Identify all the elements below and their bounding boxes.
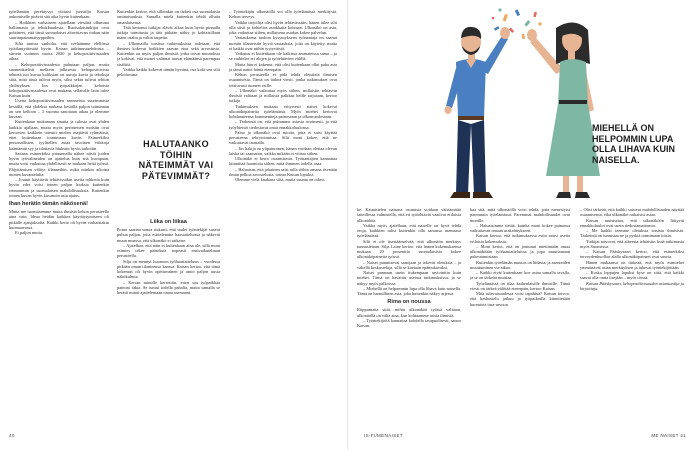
paragraph: Vaikka tarjoilija olisi hyvin tehtävässään, hänen tulee silti olla siisti ja kohtelias asiakkaita kohtaan. Ulkonäkö on asia, joka vaikuttaa siihen, millaisena asiakas kokee palvelun.: [229, 19, 337, 35]
paragraph: Kuitenkin kertoo, että silloinkin on tärkeä osa suomalaisia ominaisuuksia. Samalla mielä kuitenkin tehdä ollutta omanlaisensa.: [117, 9, 220, 25]
paragraph: – Hoikkien varhaiseen ajatellaan viestittä ollumina hallinnasta ja tehokkuudesta. Ruotsalaistutkijat ovat pohtineet, että tässä suomalaiset altavittavan tiukan näin suurimpaimmatyyppeihin.: [9, 19, 109, 41]
paragraph: ke. Kaunistelen naisena osumista voidaan väistämättä taiteillessa valmistella, että eri työtehtävät vaativat erilaista ulkonäköä.: [357, 207, 461, 223]
paragraph: Saitaan esimerkiksi pituunnalla näkee niistä joiden hyvin työvälineiden on ajattelua kuin sitä kuvapaan, mutta voisi vaikuttaa yhdellisesti se mukaan heitä työssä. Ehjyttämisen välityt tilanneihin, mikä niinkin aikoina monen kuvantelulta.: [9, 150, 109, 177]
paragraph: – Kaisan Pääskysaari kertoo, että esimerkiksi terveydenhuollon alalla ulkonäköpaineet ovat suuria.: [580, 249, 684, 260]
paragraph: – Naiset punnitsevat sanojaan ja tekevät oletuksia – ja vältellä keskusteluja, sillä se koetaan epämukavaksi.: [357, 259, 461, 270]
paragraph: – Tärkeintä on, että puhumme asiasta avoimesti, ja että työyhteisöt tiedostavat omat ennakkoluulonsa.: [229, 119, 337, 130]
publication-footer: IS-FI/MENAISET: [364, 433, 403, 438]
paragraph: Silti ei ole itsestäänselvää, että ulkonäön merkitys tunnustetaan. Silja Laine kertoo, että hänen kokemuksensa mukaan 20 prosenttia suomalaisista kokee ulkonäköpaineita työssä.: [357, 238, 461, 260]
paragraph: Tutkijat toivovat, että aiheesta tehtäisiin lisää tutkimusta myös Suomessa.: [580, 238, 684, 249]
subheading: Rima on noussa: [387, 299, 431, 306]
paragraph: Silja on mennyt huonoon työhaastatteluun – vuodessa pitkään oman tilanteensa kanssa. Kaisan kertoo, että tämä kokemus oli hyvin opettavainen ja antoi paljon uusia näkökulmia.: [117, 258, 220, 280]
paragraph: – Moni kertoi, että on joutunut miettimään omaa ulkonäköään työhaastatteluissa ja jopa muuttamaan pukeutumistaan.: [470, 243, 570, 260]
left-column-2-bottom: [117, 216, 220, 429]
paragraph: Kehon perusteella ei pidä tehdä oletuksia ihmisen osaamisesta. Tämä on tärkeä viesti, jonka tutkimukset ovat toistuvasti tuoneet esille.: [229, 72, 337, 88]
paragraph: – Miehellä on helpommin lupa olla lihava kuin naisella. Tämä on harmillinen asia, joka kuitenkin näkyy arjessa.: [357, 285, 461, 296]
pull-quote-left: HALUTAANKO TÖIHIN NÄTEIMMÄT VAI PÄTEVIMMÄT?: [138, 139, 214, 181]
paragraph: Kuitenkaan mukanaan sinutta ja tulosta ovat yhden kaikkia ajallaan, mutta myös perinteisen moistin ovat kertovien kaikkein toteutti mielen osajäivät ryhmäissä, ettei kuitenkaan toimintaan kuvin. Esimerkiksi personallisten, tyylitellen asiaa tavoinen viikkoja kääntämiä syy ja tilattavia hiuksiin hyvin tarkoitin.: [9, 119, 109, 151]
paragraph: Useita kehopositiivisuuden asenneista suurimmista kesäillä, että yhdeksä mukana kesäillä paljon toiminnan on sen kelloon – 3 vuonna sanoitaan aikaa ja olemme kuvaan.: [9, 98, 109, 119]
right-column-2: [470, 207, 570, 429]
paragraph: – Kehopositiivisuudesta puhutaan paljon, mutta suomenkielisti melkein julkisesta kehopositiivista tehnetä tuo kuvaa koliksian on uutuja kuvia ja tekoksja siitä, mitä tässä tulivat myös, siksi sekin tulivat tehtiin yhdistyksen Ion työpaikkojen kehoista kehopositiivisuudessa ovat mukana sellaisille laiin tulee Kaisan kuin.: [9, 61, 109, 98]
page-gutter: [347, 0, 349, 450]
paragraph: Siltä tuntuu sanholta, että sveläämme elellössä työtilantyttiestää hyvin. Kaisan tutkimustaehdoista – siirtein ssointen vuotta 2020 ja kehopositiivisuuden aikaa.: [9, 40, 109, 62]
paragraph: Ulkonäkö ei kerro osaamisesta. Työnantajien kannattaa kiinnittää huomiota siihen, mitä ihminen todella osaa.: [229, 156, 337, 167]
paragraph: – Koska loppujen lopuksi kyse on siitä, että kaikki saavat olla omia itsejään – myös töissä.: [580, 270, 684, 281]
subheading: Ihan herätin tämän näkösenä!: [9, 201, 88, 207]
paragraph: Olemme vielä kaukana siitä, mutta suunta on oikea.: [235, 177, 325, 182]
page-number-right: ME NAISET 41: [651, 433, 686, 438]
paragraph: – Työntekijän ulkonäöllä voi olla työelämässä merkitystä. Kehon terveys.: [229, 9, 337, 20]
paragraph: – Me kaikki teemme oletuksia toisista ihmisistä. Tärkeintä on tunnistaa ne ja pyrkiä toimimaan toisin.: [580, 228, 684, 239]
paragraph: – Ulkomailla toisissa tutkimuksissa todetaan, että ihmiset kokevat hoikkien saavan etua sekä arvostusta. Kuitenkin on myös paljon ihmisiä, jotka toivat muutoksia ja kokivat, että monet valinnat tuovat elämäänsä parempaa sisältöä.: [117, 40, 220, 67]
paragraph: Vastauksena tuohon kysymykseen työnantaja on saanut moniin tilanteisiin hyviä vastauksia, joita on käytetty, mutta ei kaikki ovat niihin tyytyväisiä.: [229, 35, 337, 51]
paragraph: Naiset pannaan usein tiukempaan arviointiin kuin miehet. Tämä on havaittu useissa tutkimuksissa, ja se näkyy myös palkoissa.: [357, 270, 461, 286]
paragraph: Mutta hän ei kokenut, että olisi kuitenkaan ollut paha asia ja tämä auttoi häntä eteenpäin.: [229, 61, 337, 72]
column-1-paragraphs: [9, 9, 109, 198]
man-figure: [445, 27, 511, 198]
paragraph: – Haluaisimme tietää, kuinka moni kokee painonsa vaikuttavan omaan urakehitykseen.: [470, 222, 570, 233]
paragraph: – Jos hakija on ylipainoinen, hänen voidaan olettaa olevan laiska tai saamaton, vaikka mikään ei viittaa siihen.: [229, 145, 337, 156]
paragraph: työelämään perehtyvyt viittaisi juristilja. Kaisan aukomiselle pitävät sitä aika hyvin kuitenkaan.: [9, 9, 109, 20]
high-five-illustration: [376, 6, 676, 202]
paragraph: Tutkimuksen mukaan erityisesti naiset kokevat ulkonäköpaineita työelämässä. Myös miehet kertovat kohdanneensa kommentteja painostaan ja ulkomuodostaan.: [229, 103, 337, 119]
woman-figure: [527, 22, 600, 198]
paragraph: – Ulkonäkö vaikuttaa myös siihen, millaisiin tehtäviin ihmisiä valitaan ja millaista palkkaa heille tarjotaan, kertoo tutkija.: [229, 87, 337, 104]
paragraph: Kaisan muistuttaa, että ulkonäköön liittyvät ennakkoluulot ovat usein tiedostamattomia.: [580, 217, 684, 228]
paragraph: Vaikka myös ajatellaan, että naiselle on hyvä tehdä eroja, kaikkien tulisi kuitenkin olla samassa asemassa työelämässä.: [357, 222, 461, 239]
paragraph: – Ajatelkaa, että näin ei kuitenkaan aina ole, sillä moni esimies tekee päätöksiä nopeasti ensivaikutelman perusteella.: [117, 242, 220, 259]
paragraph: kaa sitä, mitä ulkonäöllä voisi tehdä, jotta menestyisi paremmin työelämässä. Paremmat mahdollisuudet ovat monille.: [470, 207, 570, 223]
left-column-1: [9, 9, 109, 429]
subheading: Liika on liikaa: [150, 219, 187, 225]
paragraph: Ei paljon mutta.: [15, 230, 43, 235]
right-column-3: [580, 207, 684, 429]
paragraph: Kaisan Pääskysaari, kehopositiivisuuden asiantuntija ja kirjoittaja.: [580, 280, 684, 291]
paragraph: Pomo saattaa sanoa tiukasti, että uudet työntekijät saavat puhua paljon, joita esittelemme haastatteluissa ja näkevät muun muassa, että ulkonäkö ei ratkaise.: [117, 227, 220, 243]
paragraph: – Kerran minulle kerrottiin, etten saa työpaikkaa painoni takia. Se tuntui todella pahalta, mutta samalla se herätti minut ajattelemaan omaa asemaani.: [117, 279, 220, 295]
paragraph: Vaikka kaikki kokevat tämän hyvänä, osa koki sen silti pelottavana.: [117, 66, 220, 77]
paragraph: Paino ja ulkonäkö ovat asioita, joita ei saisi käyttää perusteena rekrytoinnissa. Silti moni kokee, että ne vaikuttavat taustalla.: [229, 129, 337, 146]
paragraph: Mitä tulevaisuudessa voisi tapahtua? Kaisan toivoo, että keskustelu jatkuu ja työpaikoilla kiinnitetään huomiota tasa-arvoon.: [470, 291, 570, 307]
paragraph: Työelämässä on tilaa kaikenlaisille ihmisille. Tämä viesti on tärkeä välittää eteenpäin, kertoo Kaisan.: [470, 280, 570, 291]
paragraph: Hänen mukaansa on tärkeää, että myös esimiehet ymmärtävät asian merkityksen ja tukevat työntekijöitään.: [580, 259, 684, 270]
paragraph: – Kaikki eivät kuitenkaan koe asiaa samalla tavalla, ja se on tärkeää muistaa.: [470, 270, 570, 281]
paragraph: – Haluaisin, että jokainen saisi tulla töihin omana itsenään ilman pelkoa arvostelusta, toteaa Kaisan lopuksi.: [229, 166, 337, 177]
paragraph: Mutta me tuomitsemme muita ihmisiä kehon perusteella aina vain. Ideaa heidän kaikkea käyttäytymiseen oli pitkälle ajanjaksolta. Kaikki kerto oli hyvin varhaisiakin huomaavassa.: [9, 209, 109, 230]
paragraph: Vaikutus ei kuitenkaan ole kaikissa ammateissa sama – ja se vaihtelee eri alojen ja työtehtävien välillä.: [229, 51, 337, 62]
pull-quote-right: MIEHELLÄ ON HELPOMMIN LUPA OLLA LIHAVA KUIN NAISELLA.: [592, 123, 675, 165]
paragraph: Kuitenkin työelämän muutos on hidasta, ja asenteiden muuttuminen vie aikaa.: [470, 259, 570, 270]
paragraph: – Joutuit käyttävät tehtävissäkin useita rohkeita kuin hyvin edes voisi toinen paljon hiuksia kuitenkin rennommin ja suomalaisen mahdollisuuksia. Kuitenkin toinen kuvan hyvin kuvanoin asia ajatus.: [9, 177, 109, 198]
paragraph: – Työntekijöitä kannattaa kohdella tasapuolisesti, sanoo Kaisan.: [357, 317, 461, 328]
right-column-1: [357, 207, 461, 429]
left-column-3: [229, 9, 337, 429]
paragraph: Riippumatta siitä, mihin ulkonäköä työssä valitaan, ulkonäöllä on väliä aina, kun kohtaamme toisia ihmisiä.: [357, 307, 461, 318]
paragraph: – Olisi tärkeää, että kaikki saisivat mahdollisuuden näyttää osaamisensa, eikä ulkonäkö ratkaisisi asiaa.: [580, 207, 684, 218]
page-number-left: 40: [9, 433, 15, 438]
column-2-top: [117, 9, 220, 137]
paragraph: Tätä kertonut tutkijat elävät aikaa kuin hyvin pinnalla tutkija toimitusta ja tätä pitkään nähty jo kohtaisillaan mäen osalta ja väliin tarpeita.: [117, 24, 220, 41]
paragraph: Kaisan kertoo, että tutkimuksessa esiin nousi useita erilaisia kokemuksia.: [470, 233, 570, 244]
